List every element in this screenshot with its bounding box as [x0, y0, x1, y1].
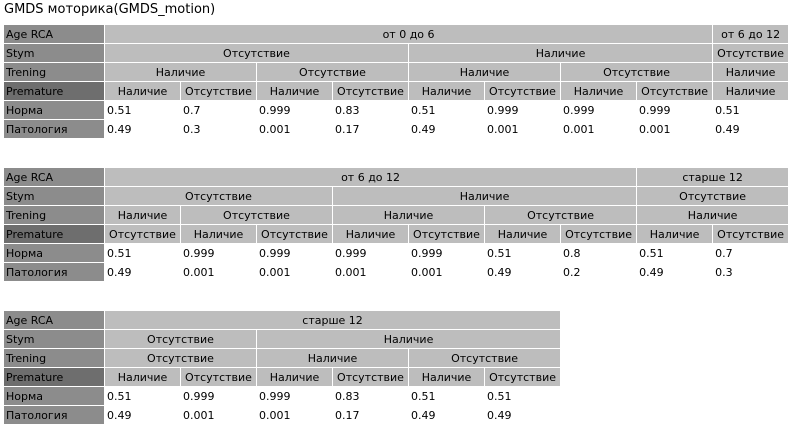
probability-cell[interactable]: 0.49 [105, 263, 181, 282]
probability-cell[interactable]: 0.51 [105, 101, 181, 120]
header-row [4, 82, 789, 101]
variable-label: Age RCA [4, 168, 105, 187]
header-row [4, 311, 561, 330]
state-header-cell: Отсутствие [181, 206, 333, 225]
state-header-cell: Наличие [257, 330, 561, 349]
variable-label: Premature [4, 82, 105, 101]
state-header-cell: Отсутствие [257, 225, 333, 244]
state-header-cell: Наличие [409, 44, 713, 63]
probability-cell[interactable]: 0.2 [561, 263, 637, 282]
state-header-cell: Отсутствие [637, 187, 789, 206]
probability-cell[interactable]: 0.51 [485, 244, 561, 263]
variable-label: Trening [4, 63, 105, 82]
state-header-cell: Наличие [257, 368, 333, 387]
state-header-cell: Отсутствие [561, 225, 637, 244]
table-row [4, 263, 789, 282]
state-header-cell: Наличие [561, 82, 637, 101]
state-header-cell: Наличие [181, 225, 257, 244]
outcome-label: Норма [4, 101, 105, 120]
outcome-label: Норма [4, 244, 105, 263]
probability-cell[interactable]: 0.51 [409, 101, 485, 120]
header-row [4, 187, 789, 206]
variable-label: Stym [4, 187, 105, 206]
state-header-cell: Отсутствие [409, 349, 561, 368]
state-header-cell: Наличие [713, 82, 789, 101]
probability-cell[interactable]: 0.999 [409, 244, 485, 263]
table-row [4, 244, 789, 263]
probability-cell[interactable]: 0.3 [181, 120, 257, 139]
probability-cell[interactable]: 0.999 [561, 101, 637, 120]
header-row [4, 25, 789, 44]
state-header-cell: Отсутствие [257, 63, 409, 82]
probability-cell[interactable]: 0.83 [333, 387, 409, 406]
probability-cell[interactable]: 0.49 [637, 263, 713, 282]
probability-cell[interactable]: 0.49 [409, 120, 485, 139]
state-header-cell: Отсутствие [485, 368, 561, 387]
probability-cell[interactable]: 0.001 [637, 120, 713, 139]
state-header-cell: Наличие [105, 368, 181, 387]
state-header-cell: Отсутствие [105, 349, 257, 368]
probability-cell[interactable]: 0.49 [105, 406, 181, 425]
variable-label: Trening [4, 206, 105, 225]
header-row [4, 330, 561, 349]
table-row [4, 120, 789, 139]
state-header-cell: Отсутствие [181, 368, 257, 387]
probability-cell[interactable]: 0.001 [409, 263, 485, 282]
state-header-cell: Наличие [105, 63, 257, 82]
state-header-cell: Наличие [409, 63, 561, 82]
variable-label: Stym [4, 44, 105, 63]
probability-cell[interactable]: 0.999 [333, 244, 409, 263]
state-header-cell: Отсутствие [333, 82, 409, 101]
state-header-cell: Отсутствие [105, 187, 333, 206]
state-header-cell: старше 12 [637, 168, 789, 187]
header-row [4, 44, 789, 63]
probability-cell[interactable]: 0.49 [713, 120, 789, 139]
probability-cell[interactable]: 0.001 [561, 120, 637, 139]
probability-table-1 [3, 24, 789, 139]
probability-cell[interactable]: 0.49 [485, 263, 561, 282]
state-header-cell: Отсутствие [181, 82, 257, 101]
probability-cell[interactable]: 0.001 [181, 406, 257, 425]
state-header-cell: от 6 до 12 [713, 25, 789, 44]
probability-cell[interactable]: 0.999 [181, 387, 257, 406]
state-header-cell: Отсутствие [105, 330, 257, 349]
header-row [4, 168, 789, 187]
probability-cell[interactable]: 0.7 [713, 244, 789, 263]
header-row [4, 225, 789, 244]
table-row [4, 406, 561, 425]
state-header-cell: Отсутствие [485, 206, 637, 225]
probability-cell[interactable]: 0.999 [181, 244, 257, 263]
probability-cell[interactable]: 0.17 [333, 120, 409, 139]
probability-cell[interactable]: 0.51 [105, 244, 181, 263]
probability-table-2 [3, 167, 789, 282]
state-header-cell: Наличие [333, 206, 485, 225]
state-header-cell: Наличие [637, 225, 713, 244]
variable-label: Age RCA [4, 311, 105, 330]
variable-label: Stym [4, 330, 105, 349]
probability-cell[interactable]: 0.7 [181, 101, 257, 120]
header-row [4, 368, 561, 387]
probability-cell[interactable]: 0.001 [333, 263, 409, 282]
probability-cell[interactable]: 0.999 [257, 387, 333, 406]
state-header-cell: Наличие [257, 349, 409, 368]
outcome-label: Патология [4, 120, 105, 139]
page-title: GMDS моторика(GMDS_motion) [4, 2, 216, 17]
state-header-cell: Наличие [105, 82, 181, 101]
state-header-cell: Наличие [409, 368, 485, 387]
state-header-cell: Отсутствие [637, 82, 713, 101]
state-header-cell: Отсутствие [713, 225, 789, 244]
state-header-cell: Наличие [485, 225, 561, 244]
state-header-cell: Отсутствие [105, 44, 409, 63]
variable-label: Trening [4, 349, 105, 368]
header-row [4, 349, 561, 368]
probability-cell[interactable]: 0.51 [713, 101, 789, 120]
probability-cell[interactable]: 0.3 [713, 263, 789, 282]
probability-table-3 [3, 310, 561, 425]
table-row [4, 101, 789, 120]
state-header-cell: старше 12 [105, 311, 561, 330]
table-row [4, 387, 561, 406]
state-header-cell: Наличие [257, 82, 333, 101]
probability-cell[interactable]: 0.51 [409, 387, 485, 406]
state-header-cell: Отсутствие [105, 225, 181, 244]
outcome-label: Патология [4, 406, 105, 425]
state-header-cell: Наличие [637, 206, 789, 225]
state-header-cell: от 0 до 6 [105, 25, 713, 44]
probability-cell[interactable]: 0.49 [105, 120, 181, 139]
probability-cell[interactable]: 0.999 [485, 101, 561, 120]
state-header-cell: Наличие [713, 63, 789, 82]
variable-label: Premature [4, 368, 105, 387]
state-header-cell: Наличие [333, 225, 409, 244]
state-header-cell: Наличие [409, 82, 485, 101]
probability-cell[interactable]: 0.001 [485, 120, 561, 139]
variable-label: Premature [4, 225, 105, 244]
probability-cell[interactable]: 0.51 [105, 387, 181, 406]
outcome-label: Норма [4, 387, 105, 406]
probability-cell[interactable]: 0.83 [333, 101, 409, 120]
state-header-cell: Отсутствие [713, 44, 789, 63]
state-header-cell: Отсутствие [561, 63, 713, 82]
probability-cell[interactable]: 0.49 [409, 406, 485, 425]
probability-cell[interactable]: 0.001 [257, 120, 333, 139]
header-row [4, 206, 789, 225]
probability-cell[interactable]: 0.17 [333, 406, 409, 425]
probability-cell[interactable]: 0.001 [257, 406, 333, 425]
state-header-cell: Отсутствие [409, 225, 485, 244]
probability-cell[interactable]: 0.999 [257, 101, 333, 120]
probability-cell[interactable]: 0.999 [637, 101, 713, 120]
probability-cell[interactable]: 0.999 [257, 244, 333, 263]
variable-label: Age RCA [4, 25, 105, 44]
probability-cell[interactable]: 0.51 [637, 244, 713, 263]
probability-cell[interactable]: 0.8 [561, 244, 637, 263]
state-header-cell: от 6 до 12 [105, 168, 637, 187]
probability-cell[interactable]: 0.001 [181, 263, 257, 282]
state-header-cell: Отсутствие [485, 82, 561, 101]
probability-cell[interactable]: 0.49 [485, 406, 561, 425]
probability-cell[interactable]: 0.51 [485, 387, 561, 406]
outcome-label: Патология [4, 263, 105, 282]
state-header-cell: Наличие [333, 187, 637, 206]
header-row [4, 63, 789, 82]
probability-cell[interactable]: 0.001 [257, 263, 333, 282]
state-header-cell: Наличие [105, 206, 181, 225]
state-header-cell: Отсутствие [333, 368, 409, 387]
